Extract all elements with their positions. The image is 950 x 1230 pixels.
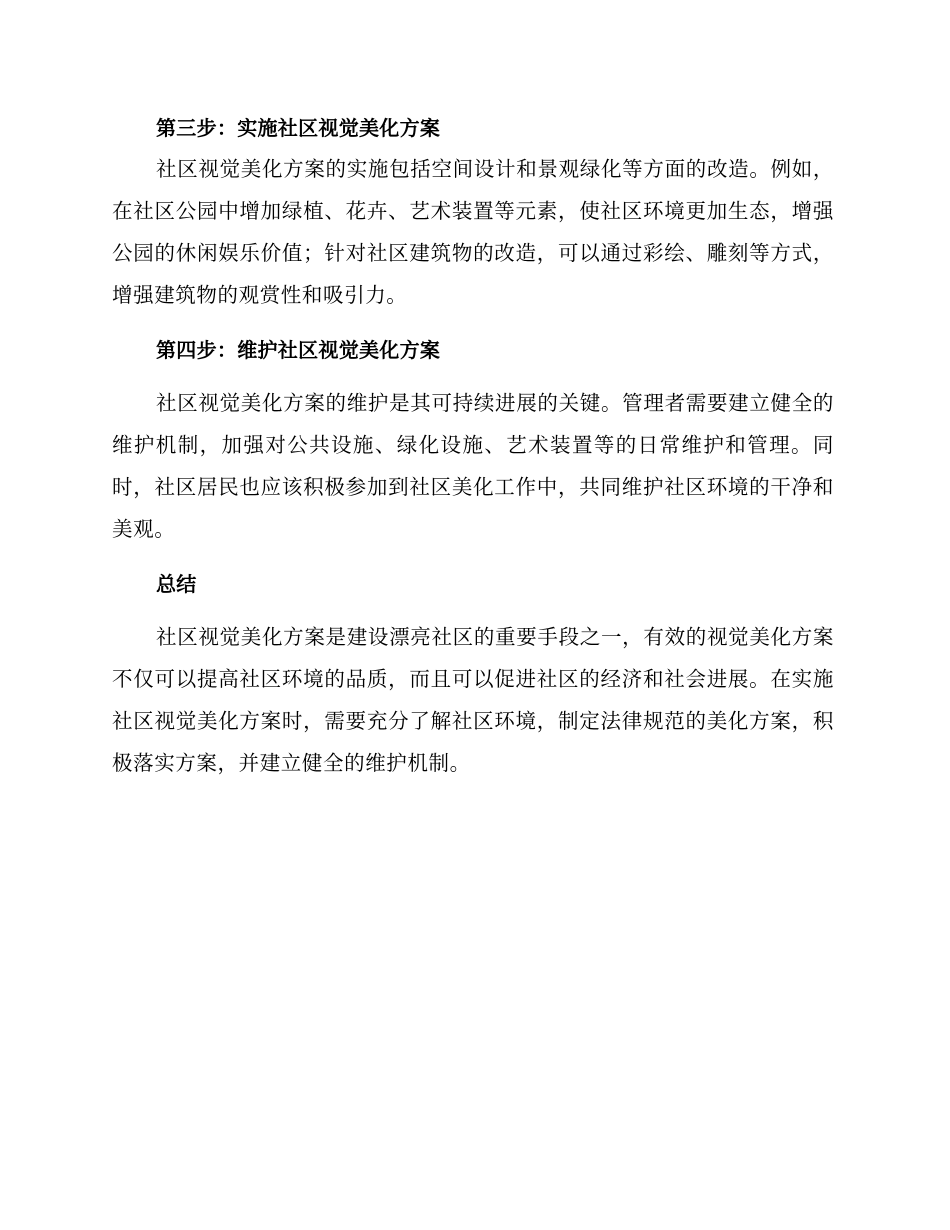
section-heading-step-four: 第四步：维护社区视觉美化方案 <box>156 338 441 362</box>
section-paragraph-step-three: 社区视觉美化方案的实施包括空间设计和景观绿化等方面的改造。例如，在社区公园中增加绿植、花卉、艺术装置等元素，使社区环境更加生态，增强公园的休闲娱乐价值；针对社区建筑物的改造，可以通过彩绘、雕刻等方式，增强建筑物的观赏性和吸引力。 <box>112 157 834 307</box>
document-body <box>112 108 834 784</box>
section-heading-summary: 总结 <box>156 572 197 596</box>
section-paragraph-step-four: 社区视觉美化方案的维护是其可持续进展的关键。管理者需要建立健全的维护机制，加强对公共设施、绿化设施、艺术装置等的日常维护和管理。同时，社区居民也应该积极参加到社区美化工作中，共同维护社区环境的干净和美观。 <box>112 391 834 541</box>
section-heading-step-three: 第三步：实施社区视觉美化方案 <box>156 116 441 140</box>
section-paragraph-summary: 社区视觉美化方案是建设漂亮社区的重要手段之一，有效的视觉美化方案不仅可以提高社区环境的品质，而且可以促进社区的经济和社会进展。在实施社区视觉美化方案时，需要充分了解社区环境，制定法律规范的美化方案，积极落实方案，并建立健全的维护机制。 <box>112 625 834 775</box>
